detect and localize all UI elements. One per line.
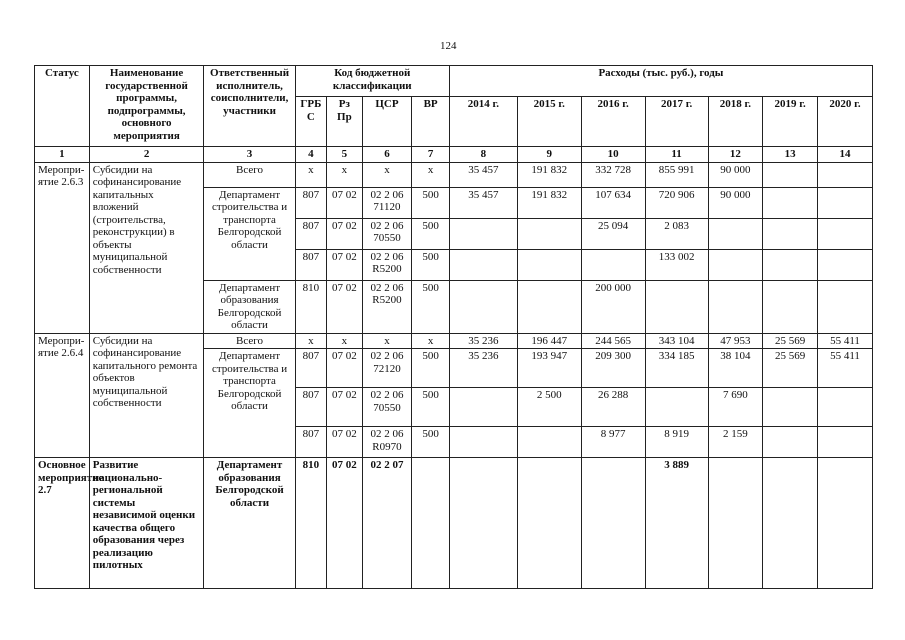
column-number-row (35, 147, 873, 163)
value-cell (818, 427, 873, 458)
responsible-cell: Департамент строительства и транспорта Белгородской области (204, 187, 295, 280)
column-number: 13 (763, 147, 818, 163)
value-cell: 133 002 (645, 249, 708, 280)
value-cell (818, 187, 873, 218)
rzpr-cell: х (327, 162, 363, 187)
value-cell (818, 249, 873, 280)
value-cell (818, 388, 873, 427)
value-cell: 25 569 (763, 333, 818, 349)
value-cell: 8 977 (581, 427, 645, 458)
value-cell: 3 889 (645, 458, 708, 589)
column-number: 3 (204, 147, 295, 163)
rzpr-cell: х (327, 333, 363, 349)
value-cell: 855 991 (645, 162, 708, 187)
responsible-cell: Департамент образования Белгородской области (204, 280, 295, 333)
rzpr-cell: 07 02 (327, 280, 363, 333)
value-cell (517, 249, 581, 280)
column-number: 14 (818, 147, 873, 163)
column-number: 9 (517, 147, 581, 163)
grbs-cell: 807 (295, 187, 326, 218)
value-cell: 25 569 (763, 349, 818, 388)
value-cell (763, 249, 818, 280)
value-cell (645, 388, 708, 427)
value-cell: 332 728 (581, 162, 645, 187)
expenses-header: Расходы (тыс. руб.), годы (449, 66, 872, 97)
grbs-cell: х (295, 333, 326, 349)
value-cell (449, 249, 517, 280)
value-cell: 2 159 (708, 427, 763, 458)
responsible-cell: Департамент строительства и транспорта Белгородской области (204, 349, 295, 458)
value-cell (449, 280, 517, 333)
value-cell (818, 458, 873, 589)
rzpr-header: Рз Пр (327, 97, 363, 147)
grbs-cell: х (295, 162, 326, 187)
column-number: 7 (412, 147, 450, 163)
year-header: 2015 г. (517, 97, 581, 147)
value-cell (581, 249, 645, 280)
vr-cell: 500 (412, 388, 450, 427)
value-cell (581, 458, 645, 589)
responsible-cell: Департамент образования Белгородской области (204, 458, 295, 589)
value-cell (763, 218, 818, 249)
value-cell: 720 906 (645, 187, 708, 218)
value-cell (763, 187, 818, 218)
vr-cell: х (412, 162, 450, 187)
column-number: 6 (362, 147, 412, 163)
value-cell (763, 458, 818, 589)
csr-header: ЦСР (362, 97, 412, 147)
csr-cell: 02 2 06 72120 (362, 349, 412, 388)
value-cell: 191 832 (517, 187, 581, 218)
value-cell (763, 388, 818, 427)
value-cell: 90 000 (708, 187, 763, 218)
value-cell: 193 947 (517, 349, 581, 388)
budget-code-header: Код бюджетной классификации (295, 66, 449, 97)
value-cell: 35 457 (449, 187, 517, 218)
grbs-header: ГРБ С (295, 97, 326, 147)
status-header: Статус (35, 66, 90, 147)
measure-name: Развитие национально-региональной системы независимой оценки качества общего образования через реализацию пилотных (89, 458, 204, 589)
value-cell (818, 162, 873, 187)
value-cell: 2 083 (645, 218, 708, 249)
value-cell (763, 162, 818, 187)
value-cell: 334 185 (645, 349, 708, 388)
value-cell: 90 000 (708, 162, 763, 187)
csr-cell: 02 2 07 (362, 458, 412, 589)
vr-cell: х (412, 333, 450, 349)
value-cell: 55 411 (818, 333, 873, 349)
csr-cell: 02 2 06 70550 (362, 218, 412, 249)
value-cell (708, 458, 763, 589)
value-cell: 2 500 (517, 388, 581, 427)
rzpr-cell: 07 02 (327, 458, 363, 589)
grbs-cell: 810 (295, 458, 326, 589)
rzpr-cell: 07 02 (327, 187, 363, 218)
vr-cell: 500 (412, 427, 450, 458)
column-number: 2 (89, 147, 204, 163)
value-cell (449, 388, 517, 427)
vr-cell: 500 (412, 349, 450, 388)
vr-header: ВР (412, 97, 450, 147)
value-cell: 55 411 (818, 349, 873, 388)
value-cell (818, 218, 873, 249)
column-number: 1 (35, 147, 90, 163)
value-cell (818, 280, 873, 333)
table-row (35, 162, 873, 187)
value-cell (763, 427, 818, 458)
csr-cell: 02 2 06 70550 (362, 388, 412, 427)
responsible-header: Ответственный исполнитель, соисполнители, участники (204, 66, 295, 147)
value-cell (645, 280, 708, 333)
vr-cell: 500 (412, 218, 450, 249)
column-number: 4 (295, 147, 326, 163)
rzpr-cell: 07 02 (327, 427, 363, 458)
table-row (35, 458, 873, 589)
responsible-cell: Всего (204, 333, 295, 349)
table-row (35, 333, 873, 349)
value-cell (449, 427, 517, 458)
csr-cell: 02 2 06 R5200 (362, 280, 412, 333)
value-cell: 244 565 (581, 333, 645, 349)
value-cell: 35 236 (449, 333, 517, 349)
vr-cell: 500 (412, 249, 450, 280)
responsible-cell: Всего (204, 162, 295, 187)
value-cell (708, 280, 763, 333)
value-cell: 209 300 (581, 349, 645, 388)
vr-cell (412, 458, 450, 589)
value-cell: 38 104 (708, 349, 763, 388)
csr-cell: 02 2 06 R5200 (362, 249, 412, 280)
header-row-1 (35, 66, 873, 97)
year-header: 2014 г. (449, 97, 517, 147)
measure-status: Основное мероприятие 2.7 (35, 458, 90, 589)
value-cell (449, 218, 517, 249)
column-number: 10 (581, 147, 645, 163)
rzpr-cell: 07 02 (327, 349, 363, 388)
grbs-cell: 807 (295, 388, 326, 427)
grbs-cell: 810 (295, 280, 326, 333)
value-cell: 343 104 (645, 333, 708, 349)
value-cell: 7 690 (708, 388, 763, 427)
value-cell: 35 236 (449, 349, 517, 388)
value-cell: 196 447 (517, 333, 581, 349)
value-cell: 26 288 (581, 388, 645, 427)
grbs-cell: 807 (295, 249, 326, 280)
value-cell: 25 094 (581, 218, 645, 249)
column-number: 12 (708, 147, 763, 163)
page-number: 124 (440, 40, 457, 52)
year-header: 2020 г. (818, 97, 873, 147)
csr-cell: 02 2 06 R0970 (362, 427, 412, 458)
value-cell (763, 280, 818, 333)
value-cell (449, 458, 517, 589)
grbs-cell: 807 (295, 427, 326, 458)
value-cell: 191 832 (517, 162, 581, 187)
grbs-cell: 807 (295, 218, 326, 249)
measure-name: Субсидии на софинансирование капитального ремонта объектов муниципальной собственности (89, 333, 204, 458)
value-cell (517, 427, 581, 458)
year-header: 2018 г. (708, 97, 763, 147)
measure-name: Субсидии на софинансирование капитальных вложений (строительства, реконструкции) в объекты муниципальной собственности (89, 162, 204, 333)
column-number: 8 (449, 147, 517, 163)
value-cell (708, 218, 763, 249)
grbs-cell: 807 (295, 349, 326, 388)
rzpr-cell: 07 02 (327, 249, 363, 280)
value-cell: 200 000 (581, 280, 645, 333)
value-cell: 35 457 (449, 162, 517, 187)
budget-table (34, 65, 873, 589)
year-header: 2019 г. (763, 97, 818, 147)
measure-status: Меропри-ятие 2.6.4 (35, 333, 90, 458)
rzpr-cell: 07 02 (327, 218, 363, 249)
column-number: 5 (327, 147, 363, 163)
value-cell (708, 249, 763, 280)
value-cell: 47 953 (708, 333, 763, 349)
measure-status: Меропри-ятие 2.6.3 (35, 162, 90, 333)
vr-cell: 500 (412, 280, 450, 333)
rzpr-cell: 07 02 (327, 388, 363, 427)
csr-cell: 02 2 06 71120 (362, 187, 412, 218)
year-header: 2017 г. (645, 97, 708, 147)
name-header: Наименование государственной программы, подпрограммы, основного мероприятия (89, 66, 204, 147)
csr-cell: х (362, 333, 412, 349)
value-cell: 8 919 (645, 427, 708, 458)
year-header: 2016 г. (581, 97, 645, 147)
vr-cell: 500 (412, 187, 450, 218)
value-cell (517, 218, 581, 249)
column-number: 11 (645, 147, 708, 163)
value-cell (517, 280, 581, 333)
value-cell (517, 458, 581, 589)
value-cell: 107 634 (581, 187, 645, 218)
csr-cell: х (362, 162, 412, 187)
